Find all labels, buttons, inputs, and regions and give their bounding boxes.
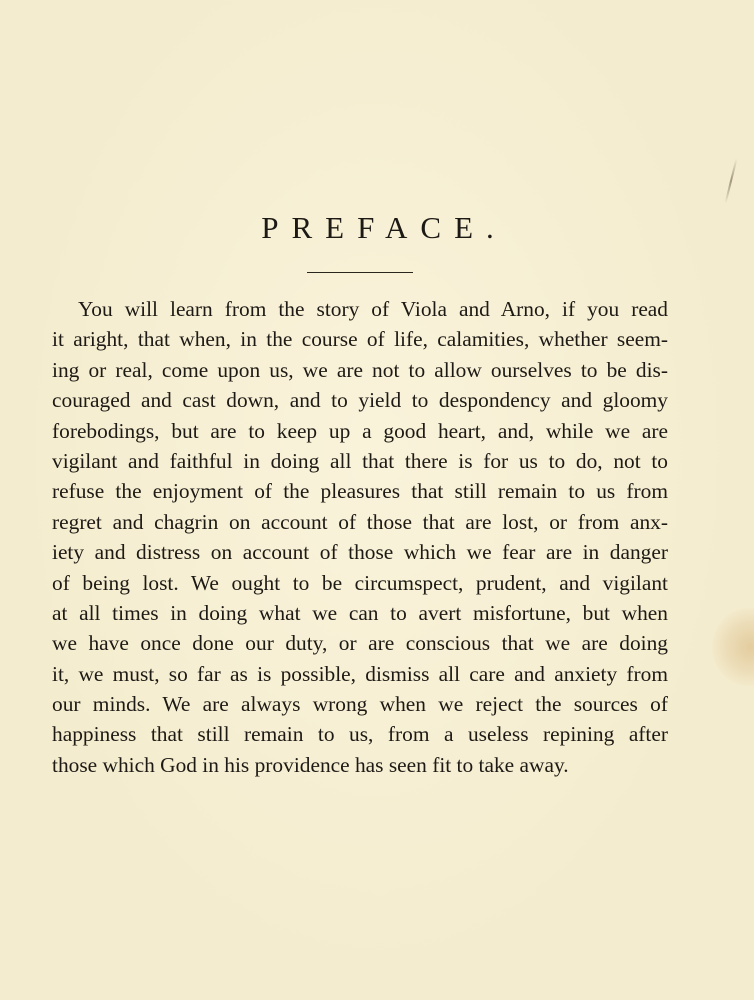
text-line: refuse the enjoyment of the pleasures that still remain to us from xyxy=(52,479,668,504)
page-title: PREFACE. xyxy=(261,210,507,245)
text-line: forebodings, but are to keep up a good heart, and, while we are xyxy=(52,418,668,443)
text-line: it aright, that when, in the course of life, calamities, whether seem- xyxy=(52,327,668,352)
text-line: our minds. We are always wrong when we reject the sources of xyxy=(52,692,668,717)
text-line: happiness that still remain to us, from a useless repining after xyxy=(52,722,668,747)
preface-paragraph xyxy=(52,294,668,780)
text-line: it, we must, so far as is possible, dismiss all care and anxiety from xyxy=(52,661,668,686)
text-line: we have once done our duty, or are conscious that we are doing xyxy=(52,631,668,656)
text-line: couraged and cast down, and to yield to despondency and gloomy xyxy=(52,388,668,413)
pencil-mark xyxy=(724,158,737,203)
text-line: regret and chagrin on account of those that are lost, or from anx- xyxy=(52,509,668,534)
paper-stain xyxy=(712,608,754,686)
text-line: those which God in his providence has seen fit to take away. xyxy=(52,752,569,777)
text-line: of being lost. We ought to be circumspect, prudent, and vigilant xyxy=(52,570,668,595)
title-rule xyxy=(307,272,413,273)
text-line: You will learn from the story of Viola and Arno, if you read xyxy=(78,297,668,321)
text-line: vigilant and faithful in doing all that there is for us to do, not to xyxy=(52,448,668,473)
text-line: iety and distress on account of those which we fear are in danger xyxy=(52,540,668,565)
text-line: ing or real, come upon us, we are not to allow ourselves to be dis- xyxy=(52,357,668,382)
text-line: at all times in doing what we can to avert misfortune, but when xyxy=(52,600,668,625)
